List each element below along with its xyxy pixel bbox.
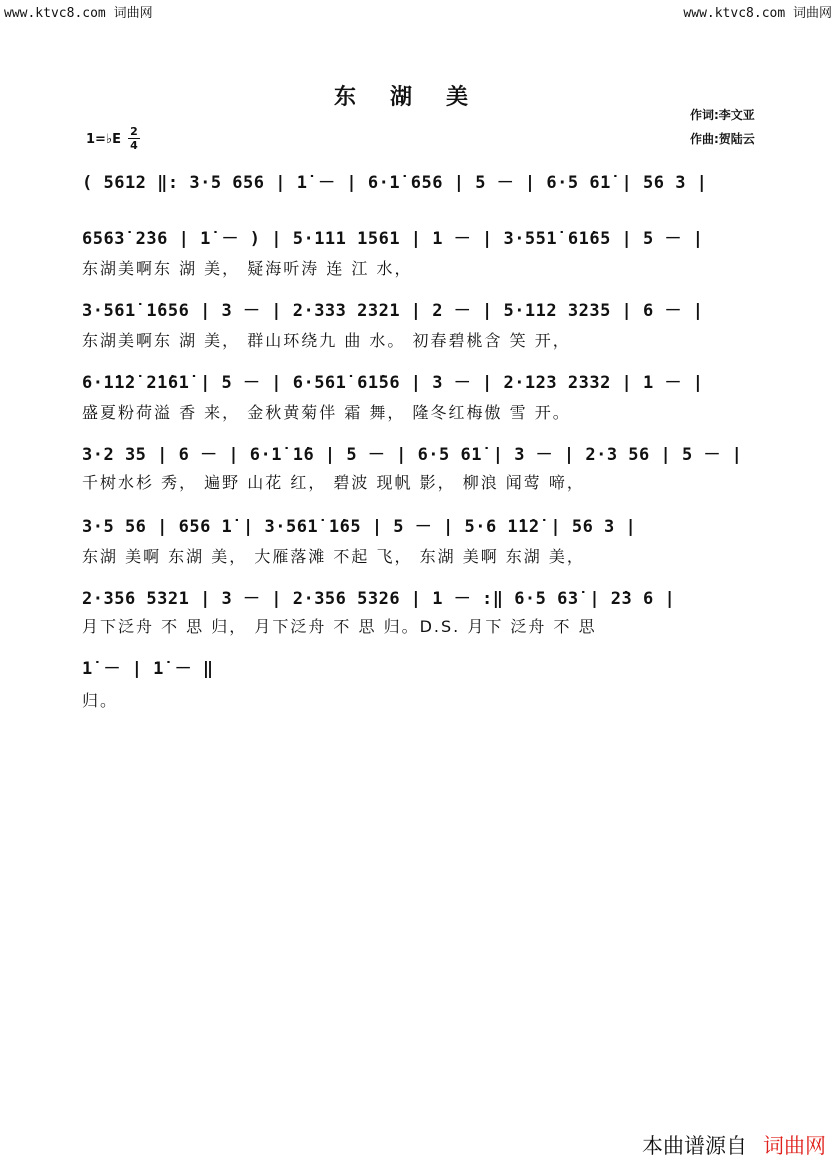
staff-row-4: 6·1̇1̇2̇ 2̇1̇61̇ | 5 － | 6·561̇ 61̇56 | 3 － | 2·123 2332 | 1 － | [82, 373, 704, 393]
staff-row-7: 2·356 5321 | 3 － | 2·356 5326 | 1 － :‖ 6·5 63̇ | 2̇3 6 | [82, 589, 676, 609]
watermark-right: www.ktvc8.com 词曲网 [683, 6, 832, 21]
lyricist-credit: 作词:李文亚 [690, 108, 755, 122]
staff-row-5: 3·2 35 | 6 － | 6·1̇ 1̇6 | 5 － | 6·5 61̇ | 3 － | 2·3 56 | 5 － | [82, 445, 743, 465]
footer-source [642, 1130, 826, 1160]
composer-credit: 作曲:贺陆云 [690, 132, 755, 146]
watermark-left: www.ktvc8.com 词曲网 [4, 6, 153, 21]
lyric-row-6: 东湖 美啊 东湖 美， 大雁落滩 不起 飞， 东湖 美啊 东湖 美， [82, 547, 585, 566]
staff-row-1: ( 5612 ‖: 3·5 656 | 1̇ － | 6·1̇ 656 | 5 － | 6·5 61̇ | 56 3 | [82, 173, 708, 193]
footer-label: 本曲谱源自 [642, 1134, 747, 1158]
time-denominator: 4 [130, 139, 138, 152]
lyric-row-3: 东湖美啊东 湖 美， 群山环绕九 曲 水。 初春碧桃含 笑 开， [82, 331, 571, 350]
time-numerator: 2 [130, 125, 138, 138]
key-signature: 1=♭E [86, 132, 121, 147]
lyric-row-5: 千树水杉 秀， 遍野 山花 红， 碧波 现帆 影， 柳浪 闻莺 啼， [82, 473, 585, 492]
staff-row-2: 6563̇ 2̇36 | 1̇ － ) | 5·111 1561 | 1 － | 3·551̇ 61̇65 | 5 － | [82, 229, 704, 249]
staff-row-3: 3·561̇ 1̇656 | 3 － | 2·333 2321 | 2 － | 5·112 3235 | 6 － | [82, 301, 704, 321]
footer-site-link[interactable]: 词曲网 [763, 1134, 826, 1158]
lyric-row-7: 月下泛舟 不 思 归， 月下泛舟 不 思 归。D.S. 月下 泛舟 不 思 [82, 617, 597, 636]
lyric-row-2: 东湖美啊东 湖 美， 疑海听涛 连 江 水， [82, 259, 413, 278]
song-title: 东湖美 [334, 84, 503, 110]
time-signature [128, 126, 140, 151]
lyric-row-8: 归。 [82, 691, 119, 710]
staff-row-8: 1̇ － | 1̇ － ‖ [82, 659, 214, 679]
staff-row-6: 3·5 56 | 656 1̇ | 3·561̇ 1̇65 | 5 － | 5·6 1̇1̇2̇ | 56 3 | [82, 517, 637, 537]
lyric-row-4: 盛夏粉荷溢 香 来， 金秋黄菊伴 霜 舞， 隆冬红梅傲 雪 开。 [82, 403, 571, 422]
